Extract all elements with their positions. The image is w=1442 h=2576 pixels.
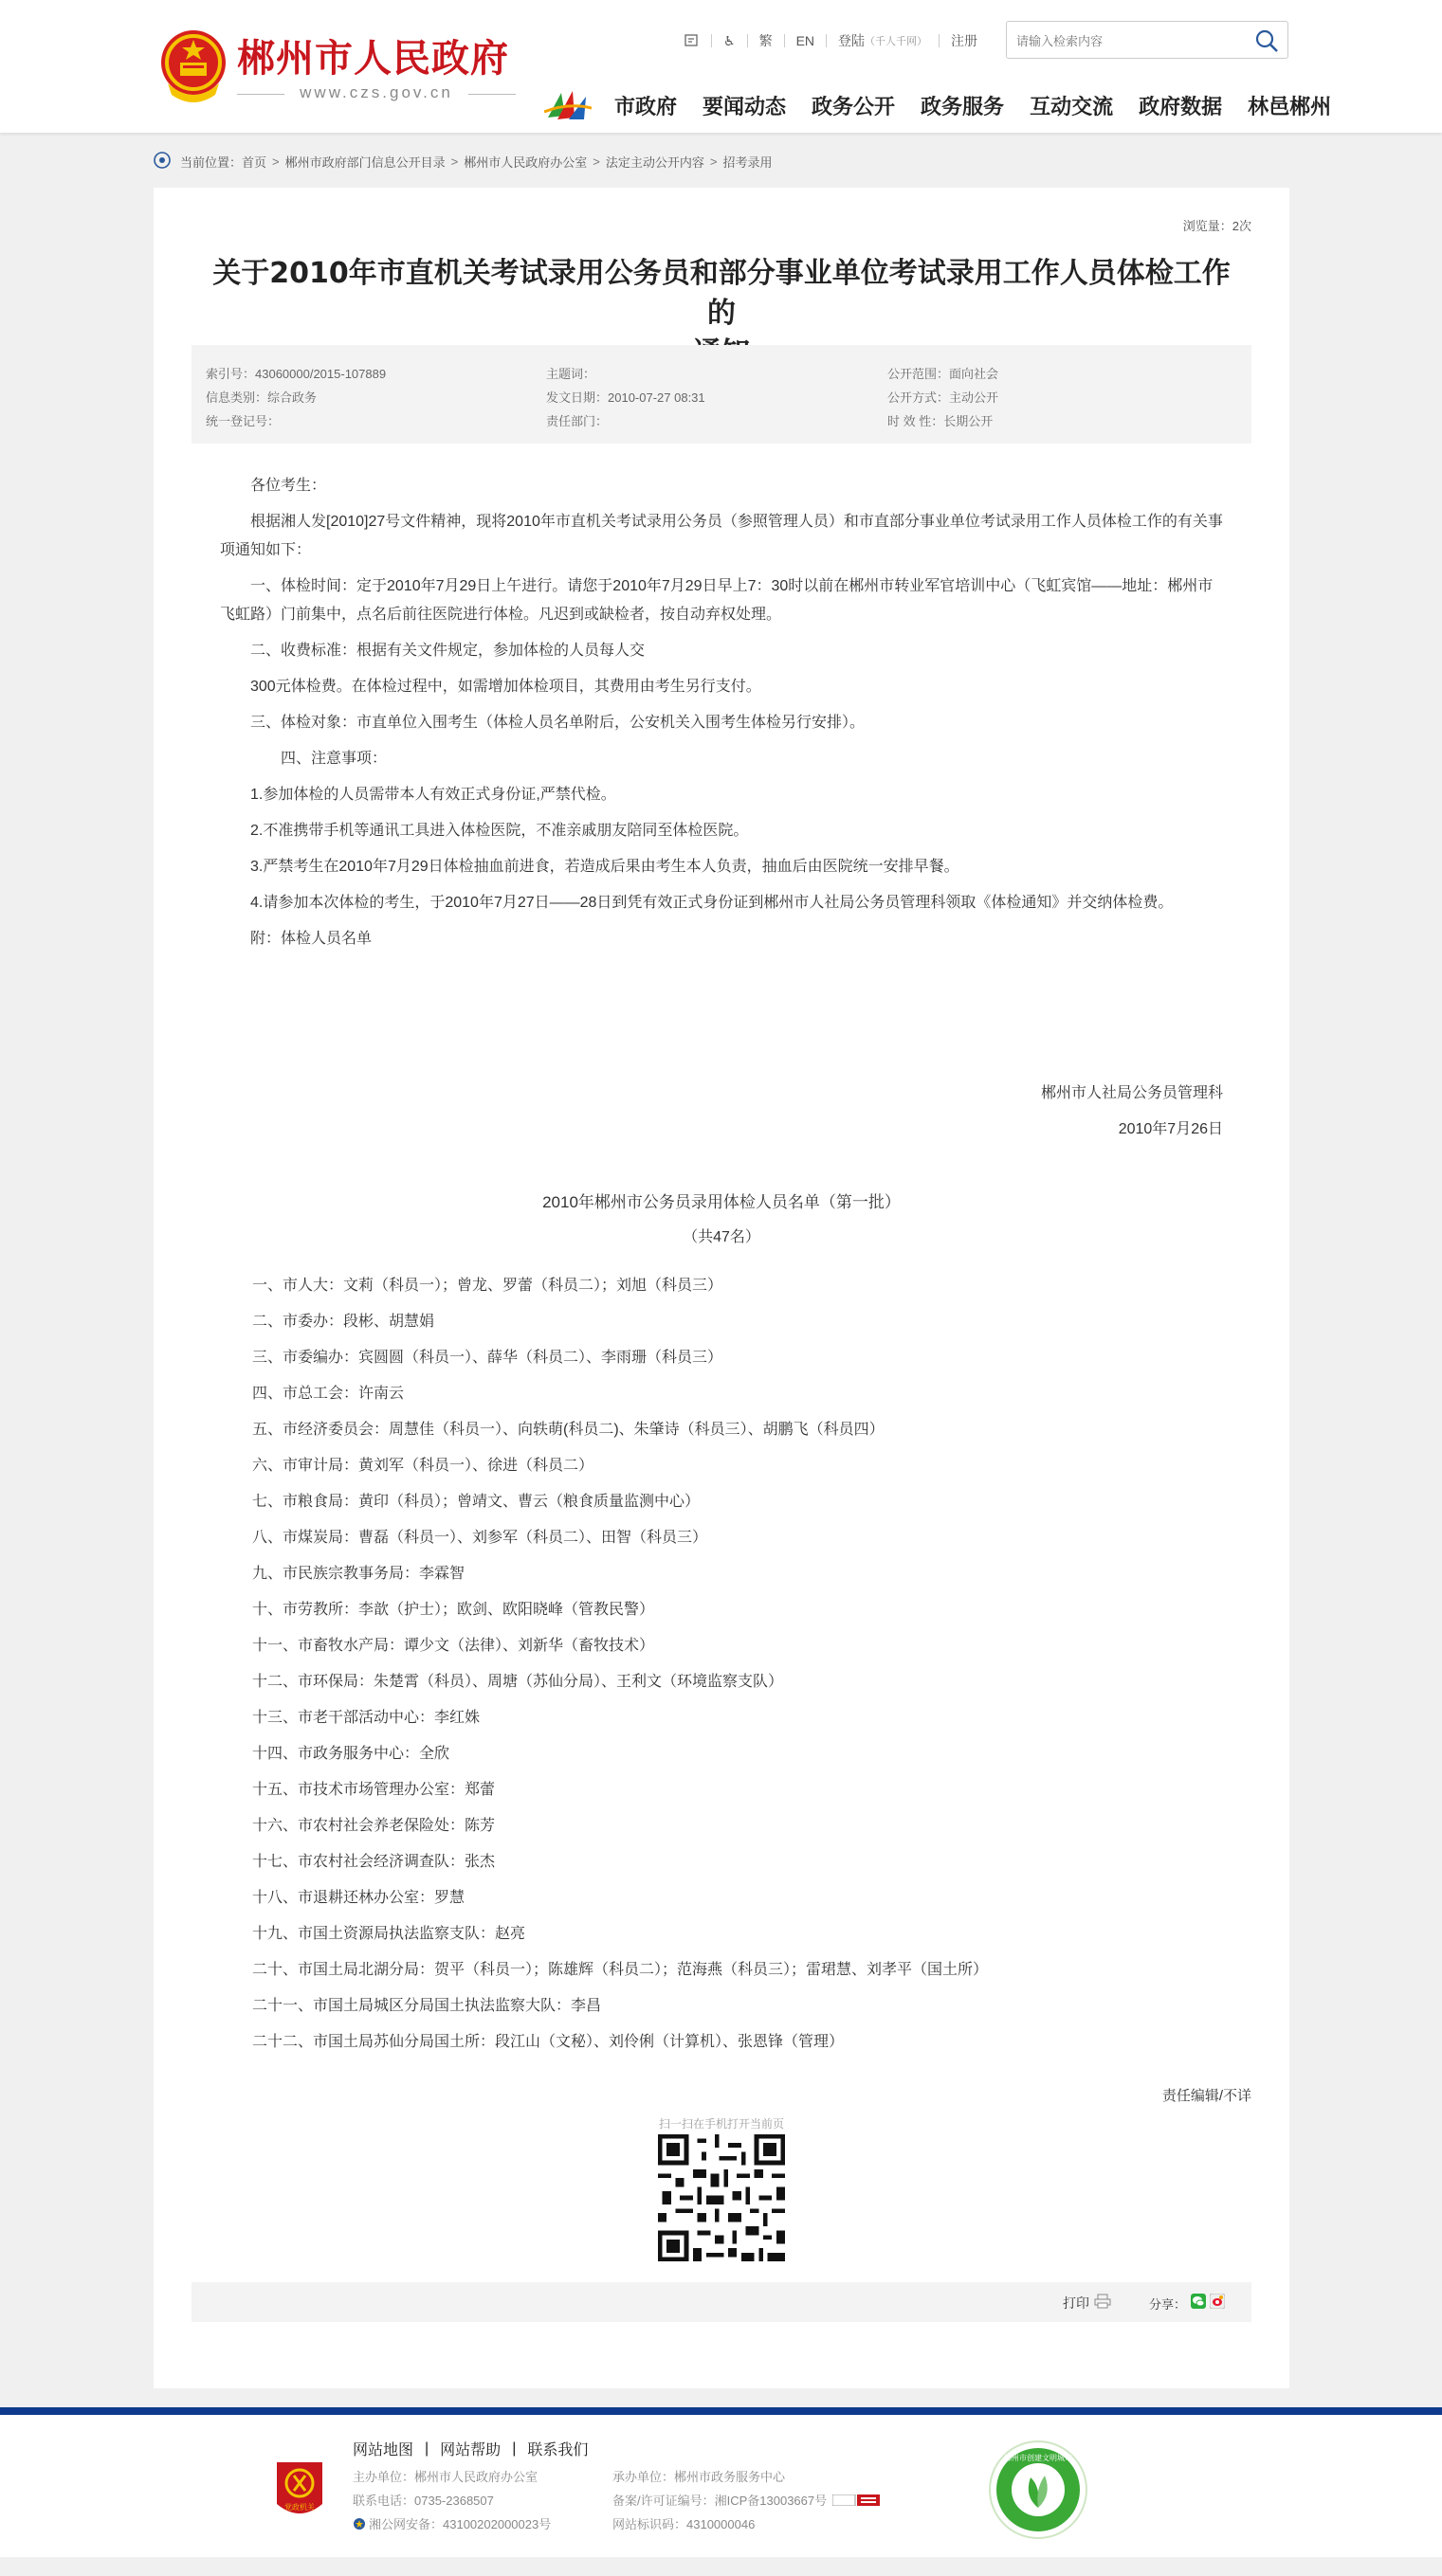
list-item: 二十二、市国土局苏仙分局国土所：段江山（文秘）、刘伶俐（计算机）、张恩锋（管理）	[252, 2034, 845, 2050]
list-item: 十、市劳教所：李歆（护士）；欧剑、欧阳晓峰（管教民警）	[252, 1602, 655, 1618]
nav-item-city-government[interactable]: 市政府	[614, 96, 678, 119]
breadcrumb-separator: >	[450, 154, 459, 169]
elder-mode-icon[interactable]	[684, 33, 700, 48]
view-count: 浏览量：2次	[1182, 219, 1251, 233]
meta-date: 发文日期：2010-07-27 08:31	[546, 390, 705, 405]
candidate-list	[252, 1268, 1200, 2060]
nav-item-gov-affairs-disclosure[interactable]: 政务公开	[812, 96, 896, 119]
search-input[interactable]	[1014, 29, 1246, 52]
breadcrumb-label: 当前位置：	[180, 154, 243, 170]
icp-text: 备案/许可证编号：湘ICP备13003667号	[612, 2494, 828, 2508]
list-item: 四、市总工会：许南云	[252, 1386, 405, 1402]
accessibility-icon[interactable]: ♿	[723, 32, 736, 48]
responsible-editor: 责任编辑/不详	[1161, 2088, 1251, 2104]
article-container	[154, 188, 1289, 2388]
paragraph-intro: 根据湘人发[2010]27号文件精神，现将2010年市直机关考试录用公务员（参照管理人员）和市直部分事业单位考试录用工作人员体检工作的有关事项通知如下：	[220, 514, 1223, 558]
list-item: 一、市人大：文莉（科员一）；曾龙、罗蕾（科员二）；刘旭（科员三）	[252, 1278, 723, 1294]
signature-date: 2010年7月26日	[1118, 1121, 1223, 1137]
list-item: 二十一、市国土局城区分局国土执法监察大队：李昌	[252, 1998, 602, 2014]
list-title: 2010年郴州市公务员录用体检人员名单（第一批）	[542, 1193, 901, 1211]
party-gov-badge-icon[interactable]	[275, 2460, 324, 2523]
signature-org: 郴州市人社局公务员管理科	[1040, 1085, 1223, 1101]
divider	[826, 34, 827, 47]
badge-text: 党政机关	[284, 2503, 315, 2512]
list-item: 五、市经济委员会：周慧佳（科员一）、向轶萌(科员二)、朱肇诗（科员三）、胡鹏飞（科员四）	[252, 1422, 885, 1438]
main-nav	[614, 91, 1331, 120]
login-link[interactable]: 登陆	[838, 33, 866, 48]
footer-link-sitemap[interactable]: 网站地图	[353, 2442, 414, 2458]
civilized-city-seal-icon[interactable]	[988, 2440, 1088, 2540]
article-title-line1: 关于2010年市直机关考试录用公务员和部分事业单位考试录用工作人员体检工作的	[212, 257, 1231, 330]
register-link[interactable]: 注册	[951, 33, 978, 48]
meta-unified-no: 统一登记号：	[206, 414, 281, 428]
meta-method: 公开方式：主动公开	[887, 390, 999, 405]
list-item: 十八、市退耕还林办公室：罗慧	[252, 1890, 465, 1906]
paragraph-fee: 二、收费标准：根据有关文件规定，参加体检的人员每人交	[250, 643, 646, 659]
page-bottom-strip	[0, 2557, 1442, 2576]
meta-subject: 主题词：	[546, 367, 596, 381]
article-toolbar	[192, 2282, 1251, 2322]
meta-index-no: 索引号：43060000/2015-107889	[206, 367, 387, 381]
divider: |	[425, 2440, 429, 2457]
paragraph-fee-detail: 300元体检费。在体检过程中，如需增加体检项目，其费用由考生另行支付。	[250, 679, 761, 695]
list-item: 十一、市畜牧水产局：谭少文（法律）、刘新华（畜牧技术）	[252, 1638, 655, 1654]
police-badge-icon	[353, 2517, 366, 2531]
list-item: 二十、市国土局北湖分局：贺平（科员一）；陈雄辉（科员二）；范海燕（科员三）；雷珺慧、刘孝平（国土所）	[252, 1962, 989, 1978]
meta-category: 信息类别：综合政务	[206, 390, 318, 405]
nav-item-linyi-chenzhou[interactable]: 林邑郴州	[1248, 96, 1332, 119]
english-link[interactable]: EN	[795, 33, 815, 48]
article-metadata	[192, 345, 1251, 444]
login-sub-label: （千人千网）	[865, 36, 928, 47]
paragraph-note-1: 1.参加体检的人员需带本人有效正式身份证,严禁代检。	[250, 787, 616, 803]
paragraph-note-2: 2.不准携带手机等通讯工具进入体检医院，不准亲戚朋友陪同至体检医院。	[250, 823, 749, 839]
wechat-icon[interactable]	[1191, 2294, 1206, 2309]
list-item: 十五、市技术市场管理办公室：郑蕾	[252, 1782, 496, 1798]
nav-item-interaction[interactable]: 互动交流	[1030, 96, 1114, 119]
search-icon[interactable]	[1253, 27, 1280, 54]
list-item: 十九、市国土资源局执法监察支队：赵亮	[252, 1926, 526, 1942]
search-box	[1006, 21, 1288, 59]
list-item: 二、市委办：段彬、胡慧娟	[252, 1314, 435, 1330]
weibo-icon[interactable]	[1210, 2294, 1225, 2309]
list-item: 十四、市政务服务中心：全欣	[252, 1746, 450, 1762]
paragraph-note-3: 3.严禁考生在2010年7月29日体检抽血前进食，若造成后果由考生本人负责，抽血后由医院统一安排早餐。	[250, 859, 959, 875]
divider	[939, 34, 940, 47]
site-footer	[0, 2415, 1442, 2557]
paragraph-attachment: 附：体检人员名单	[250, 931, 373, 947]
footer-links	[353, 2438, 588, 2459]
breadcrumb	[154, 152, 772, 171]
top-utility-bar	[684, 30, 977, 51]
list-item: 九、市民族宗教事务局：李霖智	[252, 1566, 465, 1582]
breadcrumb-separator: >	[272, 154, 280, 169]
cnzz-stat-icon[interactable]	[832, 2494, 880, 2506]
footer-phone: 联系电话：0735-2368507	[353, 2494, 494, 2508]
seal-text: 郴州市创建文明城市	[1004, 2454, 1072, 2462]
paragraph-note-4: 4.请参加本次体检的考生，于2010年7月27日——28日到凭有效正式身份证到郴州市人社局公务员管理科领取《体检通知》并交纳体检费。	[250, 895, 1174, 911]
traditional-chinese-link[interactable]: 繁	[758, 33, 773, 48]
footer-site-code: 网站标识码：4310000046	[612, 2517, 756, 2531]
nav-item-gov-data[interactable]: 政府数据	[1139, 96, 1223, 119]
footer-icp[interactable]	[612, 2491, 880, 2509]
paragraph-salutation: 各位考生：	[250, 478, 327, 494]
breadcrumb-separator: >	[593, 154, 600, 169]
print-button[interactable]: 打印	[1063, 2295, 1089, 2311]
police-record-text: 湘公网安备：43100202000023号	[369, 2517, 552, 2531]
paragraph-target: 三、体检对象：市直单位入围考生（体检人员名单附后，公安机关入围考生体检另行安排）。	[250, 715, 866, 731]
list-item: 七、市粮食局：黄印（科员）；曾靖文、曹云（粮食质量监测中心）	[252, 1494, 701, 1510]
footer-undertaker: 承办单位：郴州市政务服务中心	[612, 2470, 786, 2484]
divider	[747, 34, 748, 47]
footer-host: 主办单位：郴州市人民政府办公室	[353, 2470, 538, 2484]
divider	[784, 34, 785, 47]
site-title[interactable]: 郴州市人民政府	[237, 37, 509, 81]
site-domain: www.czs.gov.cn	[237, 83, 516, 102]
list-count: （共47名）	[683, 1229, 760, 1245]
meta-scope: 公开范围：面向社会	[887, 367, 999, 381]
nav-item-gov-services[interactable]: 政务服务	[921, 96, 1005, 119]
divider	[711, 34, 712, 47]
paragraph-notes-heading: 四、注意事项：	[281, 751, 388, 767]
footer-link-contact[interactable]: 联系我们	[527, 2442, 589, 2458]
list-item: 三、市委编办：宾圆圆（科员一）、薛华（科员二）、李雨珊（科员三）	[252, 1350, 723, 1366]
list-item: 六、市审计局：黄刘军（科员一）、徐进（科员二）	[252, 1458, 594, 1474]
paragraph-time: 一、体检时间：定于2010年7月29日上午进行。请您于2010年7月29日早上7：30时以前在郴州市转业军官培训中心（飞虹宾馆——地址：郴州市飞虹路）门前集中，点名后前往医院进行体检。凡迟到或缺检者，按自动弃权处理。	[220, 578, 1214, 623]
footer-link-help[interactable]: 网站帮助	[440, 2442, 502, 2458]
article-body	[220, 472, 1225, 961]
breadcrumb-disclosure-catalog[interactable]: 郴州市政府部门信息公开目录	[284, 154, 446, 170]
list-item: 十七、市农村社会经济调查队：张杰	[252, 1854, 496, 1870]
location-pin-icon	[154, 152, 171, 171]
meta-dept: 责任部门：	[546, 414, 609, 428]
share-label: 分享：	[1149, 2297, 1187, 2312]
nav-item-news[interactable]: 要闻动态	[703, 96, 787, 119]
meta-validity: 时 效 性：长期公开	[887, 414, 994, 428]
breadcrumb-recruitment[interactable]: 招考录用	[722, 154, 773, 170]
breadcrumb-separator: >	[709, 154, 718, 169]
qr-code-icon	[658, 2134, 785, 2261]
footer-divider	[0, 2407, 1442, 2415]
qr-caption: 扫一扫在手机打开当前页	[658, 2117, 784, 2131]
breadcrumb-home[interactable]: 首页	[242, 154, 267, 170]
breadcrumb-office[interactable]: 郴州市人民政府办公室	[464, 154, 588, 170]
list-item: 八、市煤炭局：曹磊（科员一）、刘参军（科员二）、田智（科员三）	[252, 1530, 708, 1546]
nav-logo-icon	[544, 87, 592, 123]
national-emblem-icon[interactable]	[156, 27, 230, 106]
list-item: 十六、市农村社会养老保险处：陈芳	[252, 1818, 496, 1834]
list-item: 十二、市环保局：朱楚霄（科员）、周塘（苏仙分局）、王利文（环境监察支队）	[252, 1674, 784, 1690]
divider: |	[512, 2440, 517, 2457]
list-item: 十三、市老干部活动中心：李红姝	[252, 1710, 481, 1726]
site-header	[0, 0, 1442, 133]
breadcrumb-statutory-content[interactable]: 法定主动公开内容	[605, 154, 704, 170]
footer-police-record[interactable]	[353, 2514, 551, 2532]
printer-icon[interactable]	[1094, 2294, 1111, 2309]
